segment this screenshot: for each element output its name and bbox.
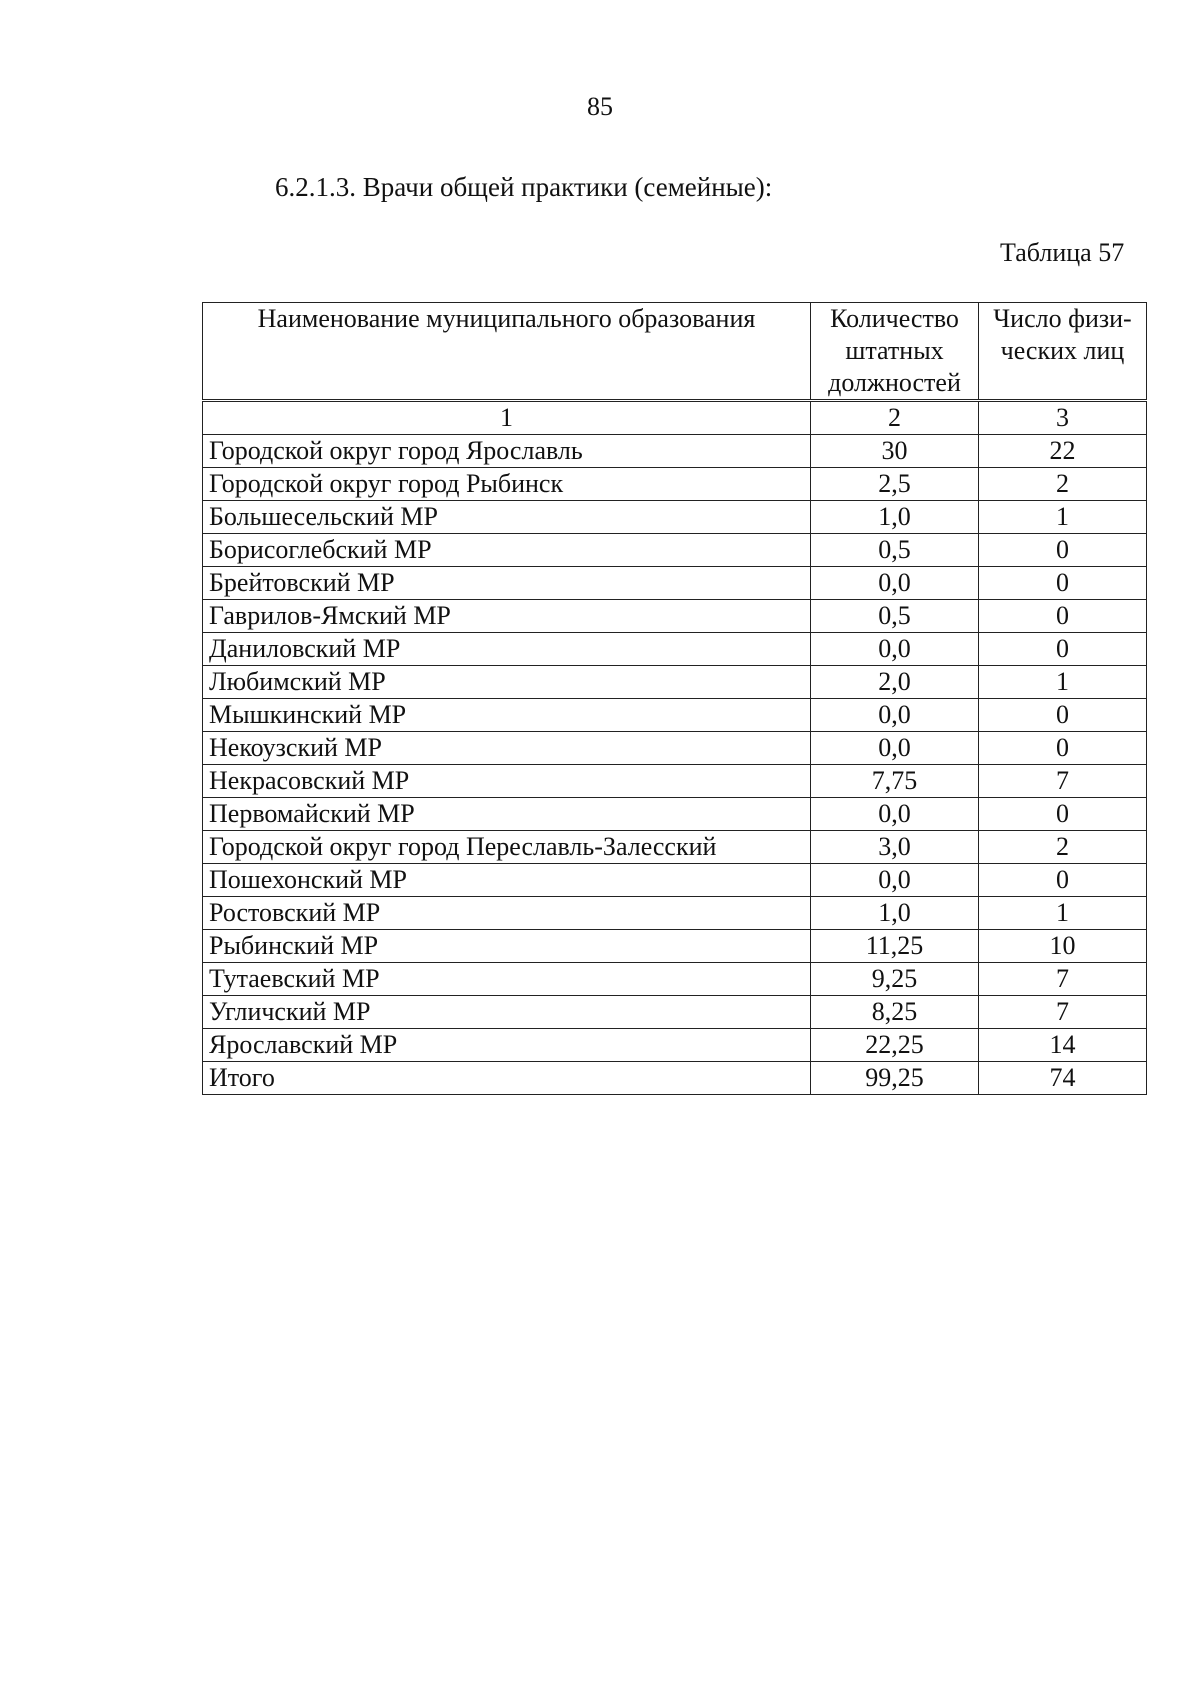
positions-count: 30 [811,435,979,468]
data-table [202,302,1147,1095]
column-number: 3 [979,401,1147,435]
municipality-name: Ярославский МР [203,1029,811,1062]
municipality-name: Некоузский МР [203,732,811,765]
persons-count: 1 [979,666,1147,699]
municipality-name: Гаврилов-Ямский МР [203,600,811,633]
header-persons: Число физи- ческих лиц [979,303,1147,401]
table-row [203,633,1147,666]
positions-count: 0,0 [811,633,979,666]
table-row [203,567,1147,600]
positions-count: 0,0 [811,567,979,600]
positions-count: 22,25 [811,1029,979,1062]
positions-count: 9,25 [811,963,979,996]
positions-count: 0,0 [811,864,979,897]
positions-count: 0,5 [811,600,979,633]
persons-count: 0 [979,798,1147,831]
table-header-row [203,303,1147,401]
positions-count: 2,5 [811,468,979,501]
positions-count: 1,0 [811,501,979,534]
municipality-name: Угличский МР [203,996,811,1029]
table-row [203,963,1147,996]
page-number: 85 [587,92,613,121]
table-row [203,600,1147,633]
positions-count: 7,75 [811,765,979,798]
persons-count: 0 [979,534,1147,567]
positions-count: 8,25 [811,996,979,1029]
municipality-name: Большесельский МР [203,501,811,534]
municipality-name: Брейтовский МР [203,567,811,600]
municipality-name: Городской округ город Рыбинск [203,468,811,501]
municipality-name: Ростовский МР [203,897,811,930]
municipality-name: Пошехонский МР [203,864,811,897]
table-row [203,699,1147,732]
table-body [203,401,1147,1095]
positions-count: 0,0 [811,798,979,831]
positions-count: 3,0 [811,831,979,864]
table-row [203,864,1147,897]
table-caption: Таблица 57 [1000,238,1125,267]
table-row [203,1029,1147,1062]
header-municipality: Наименование муниципального образования [203,303,811,401]
municipality-name: Городской округ город Ярославль [203,435,811,468]
column-number-row [203,401,1147,435]
column-number: 2 [811,401,979,435]
table-row [203,1062,1147,1095]
header-positions: Количество штатных должностей [811,303,979,401]
municipality-name: Первомайский МР [203,798,811,831]
persons-count: 0 [979,567,1147,600]
table-row [203,732,1147,765]
positions-count: 0,0 [811,732,979,765]
table-row [203,534,1147,567]
positions-count: 0,0 [811,699,979,732]
table-row [203,996,1147,1029]
table-row [203,930,1147,963]
persons-count: 14 [979,1029,1147,1062]
municipality-name: Рыбинский МР [203,930,811,963]
table-row [203,468,1147,501]
persons-count: 7 [979,963,1147,996]
table-row [203,435,1147,468]
municipality-name: Тутаевский МР [203,963,811,996]
column-number: 1 [203,401,811,435]
persons-count: 2 [979,831,1147,864]
table-row [203,897,1147,930]
persons-count: 1 [979,897,1147,930]
table-row [203,501,1147,534]
persons-count: 0 [979,699,1147,732]
table-row [203,831,1147,864]
municipality-name: Любимский МР [203,666,811,699]
table-row [203,765,1147,798]
persons-count: 0 [979,633,1147,666]
table-row [203,666,1147,699]
municipality-name: Даниловский МР [203,633,811,666]
persons-count: 7 [979,996,1147,1029]
positions-count: 0,5 [811,534,979,567]
persons-count: 7 [979,765,1147,798]
municipality-name: Итого [203,1062,811,1095]
persons-count: 1 [979,501,1147,534]
persons-count: 0 [979,864,1147,897]
municipality-name: Городской округ город Переславль-Залесский [203,831,811,864]
persons-count: 2 [979,468,1147,501]
positions-count: 11,25 [811,930,979,963]
persons-count: 0 [979,600,1147,633]
persons-count: 10 [979,930,1147,963]
municipality-name: Некрасовский МР [203,765,811,798]
table-row [203,798,1147,831]
persons-count: 22 [979,435,1147,468]
persons-count: 0 [979,732,1147,765]
positions-count: 99,25 [811,1062,979,1095]
positions-count: 1,0 [811,897,979,930]
positions-count: 2,0 [811,666,979,699]
persons-count: 74 [979,1062,1147,1095]
municipality-name: Мышкинский МР [203,699,811,732]
municipality-name: Борисоглебский МР [203,534,811,567]
section-heading: 6.2.1.3. Врачи общей практики (семейные): [275,172,773,202]
